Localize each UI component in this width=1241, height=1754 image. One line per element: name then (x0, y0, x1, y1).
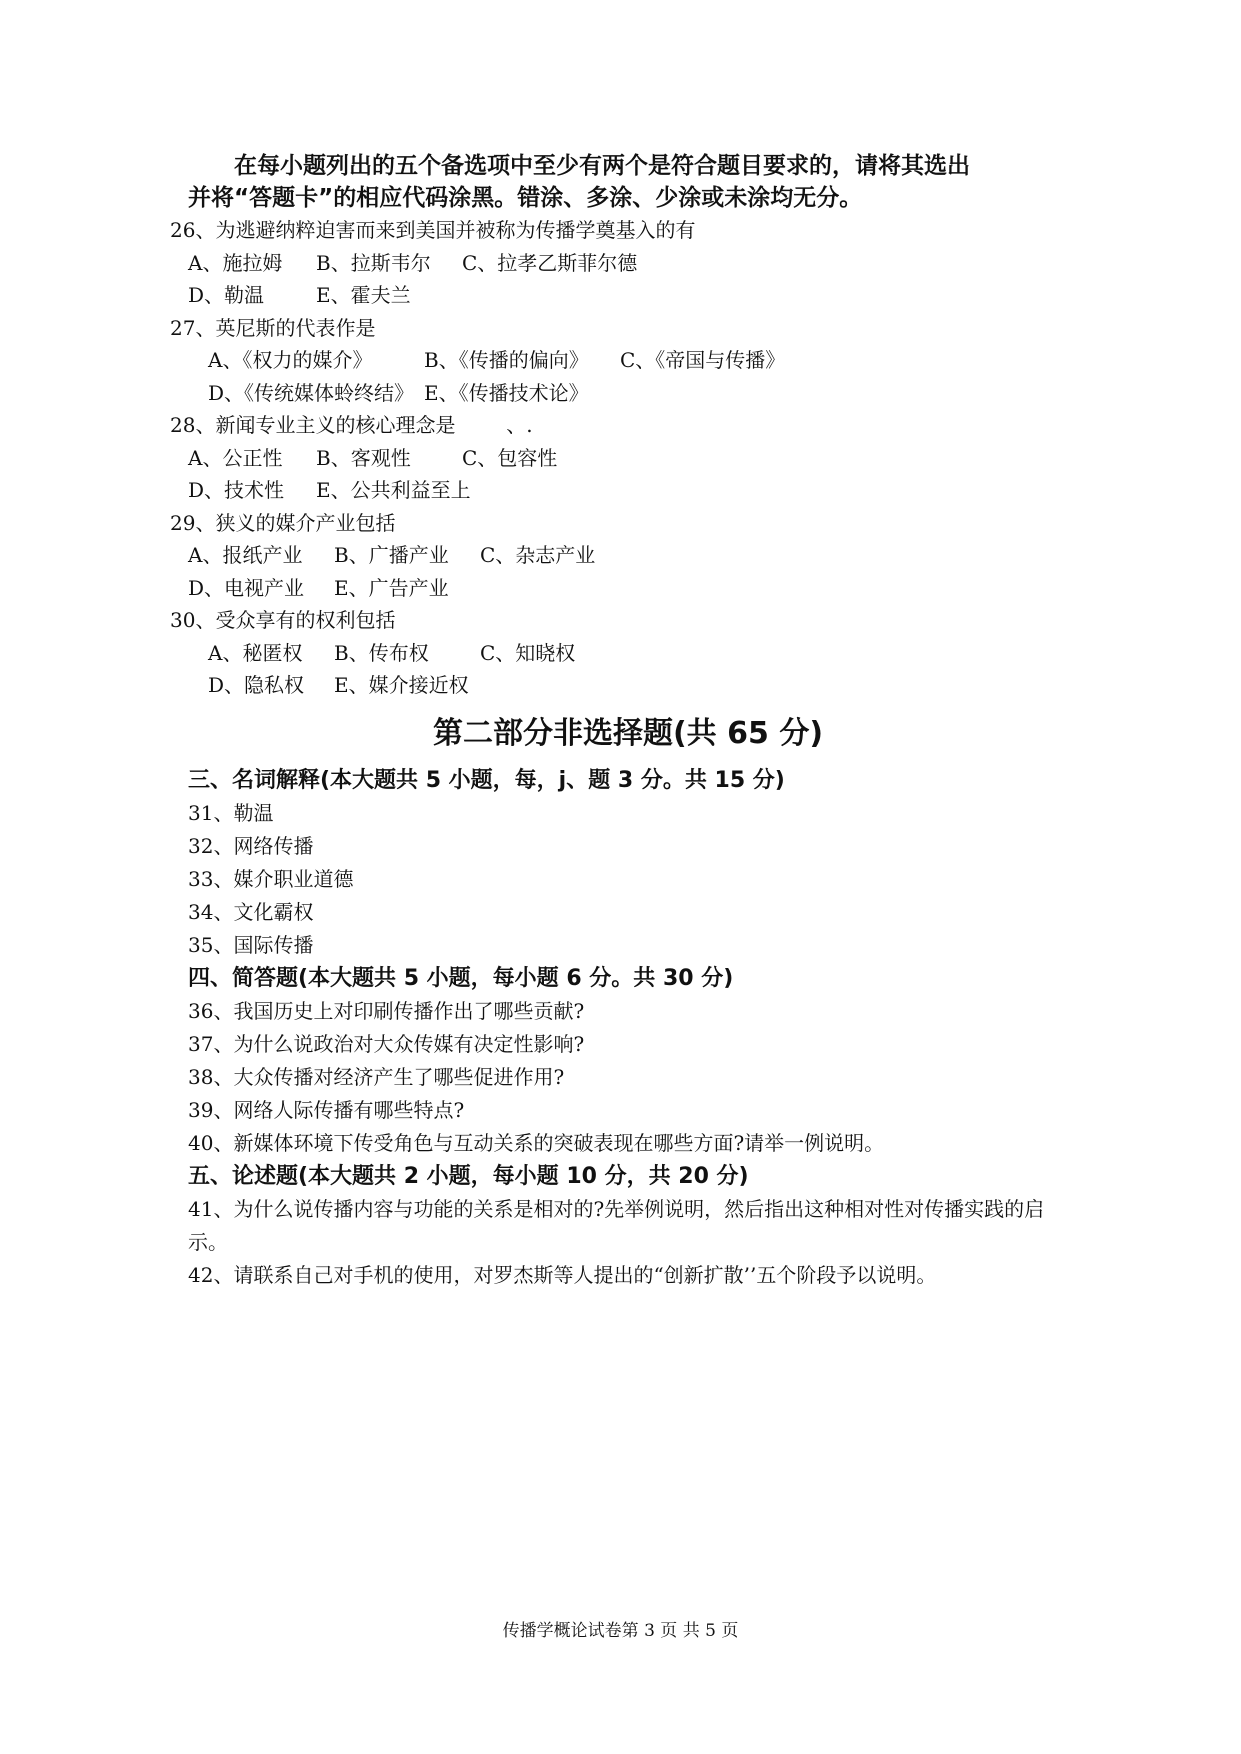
option-d: D、电视产业 (188, 575, 305, 600)
option-row (188, 572, 1068, 605)
page-content (170, 150, 1068, 1292)
list-item: 36、我国历史上对印刷传播作出了哪些贡献? (188, 998, 585, 1023)
option-a: A、秘匿权 (208, 640, 303, 665)
question-stem: 28、新闻专业主义的核心理念是 、. (170, 413, 533, 437)
question-26 (170, 214, 1068, 312)
option-b: B、客观性 (316, 445, 411, 470)
option-d: D、《传统媒体蛉终结》 (208, 380, 415, 405)
question-28 (170, 409, 1068, 507)
option-e: E、广告产业 (334, 575, 449, 600)
part-two-title: 第二部分非选择题(共 65 分) (432, 715, 824, 751)
list-item: 32、网络传播 (188, 833, 314, 858)
option-row (188, 474, 1068, 507)
option-a: A、公正性 (188, 445, 283, 470)
option-b: B、广播产业 (334, 543, 449, 567)
question-stem: 27、英尼斯的代表作是 (170, 315, 376, 340)
option-row (188, 279, 1068, 312)
section-heading: 四、简答题(本大题共 5 小题，每小题 6 分。共 30 分) (188, 965, 734, 991)
option-row (188, 637, 1068, 670)
option-e: E、公共利益至上 (316, 478, 471, 502)
page-footer: 传播学概论试卷第 3 页 共 5 页 (502, 1621, 739, 1641)
option-d: D、技术性 (188, 478, 285, 502)
option-a: A、《权力的媒介》 (208, 348, 373, 372)
option-c: C、《帝国与传播》 (620, 348, 786, 372)
list-item: 42、请联系自己对手机的使用，对罗杰斯等人提出的“创新扩散’’五个阶段予以说明。 (188, 1262, 937, 1287)
option-d: D、勒温 (188, 283, 265, 307)
list-item: 33、媒介职业道德 (188, 866, 354, 891)
option-e: E、《传播技术论》 (424, 380, 589, 405)
section-four (188, 962, 1068, 1160)
option-b: B、拉斯韦尔 (316, 250, 431, 275)
option-row (188, 247, 1068, 280)
option-e: E、霍夫兰 (316, 283, 411, 307)
question-30 (170, 604, 1068, 702)
list-item: 34、文化霸权 (188, 899, 314, 924)
option-row (188, 669, 1068, 702)
section-five (188, 1160, 1068, 1292)
list-item: 31、勒温 (188, 800, 274, 825)
list-item: 40、新媒体环境下传受角色与互动关系的突破表现在哪些方面?请举一例说明。 (188, 1130, 885, 1155)
option-b: B、传布权 (334, 640, 429, 665)
option-a: A、报纸产业 (188, 543, 303, 567)
question-29 (170, 507, 1068, 605)
option-row (188, 539, 1068, 572)
option-c: C、杂志产业 (480, 543, 596, 567)
question-stem: 26、为逃避纳粹迫害而来到美国并被称为传播学奠基入的有 (170, 218, 696, 242)
question-27 (170, 312, 1068, 410)
option-row (188, 344, 1068, 377)
section-three (188, 764, 1068, 962)
section-heading: 五、论述题(本大题共 2 小题，每小题 10 分，共 20 分) (188, 1163, 749, 1189)
option-row (188, 377, 1068, 410)
option-e: E、媒介接近权 (334, 673, 469, 697)
list-item: 39、网络人际传播有哪些特点? (188, 1097, 465, 1122)
multiple-choice-instruction (188, 150, 1068, 214)
instruction-line-2: 并将“答题卡”的相应代码涂黑。错涂、多涂、少涂或未涂均无分。 (188, 185, 863, 211)
question-stem: 30、受众享有的权利包括 (170, 608, 396, 632)
question-stem: 29、狭义的媒介产业包括 (170, 510, 396, 535)
section-heading: 三、名词解释(本大题共 5 小题，每，j、题 3 分。共 15 分) (188, 767, 785, 793)
option-c: C、包容性 (462, 445, 558, 470)
list-item: 35、国际传播 (188, 932, 314, 957)
option-row (188, 442, 1068, 475)
list-item: 41、为什么说传播内容与功能的关系是相对的?先举例说明，然后指出这种相对性对传播实践的启示。 (188, 1196, 1045, 1254)
option-b: B、《传播的偏向》 (424, 348, 589, 372)
option-c: C、知晓权 (480, 640, 576, 665)
option-c: C、拉孝乙斯菲尔德 (462, 250, 638, 275)
list-item: 38、大众传播对经济产生了哪些促进作用? (188, 1064, 565, 1089)
option-d: D、隐私权 (208, 673, 305, 697)
instruction-line-1: 在每小题列出的五个备选项中至少有两个是符合题目要求的，请将其选出 (234, 153, 970, 179)
list-item: 37、为什么说政治对大众传媒有决定性影响? (188, 1031, 585, 1056)
option-a: A、施拉姆 (188, 250, 283, 275)
